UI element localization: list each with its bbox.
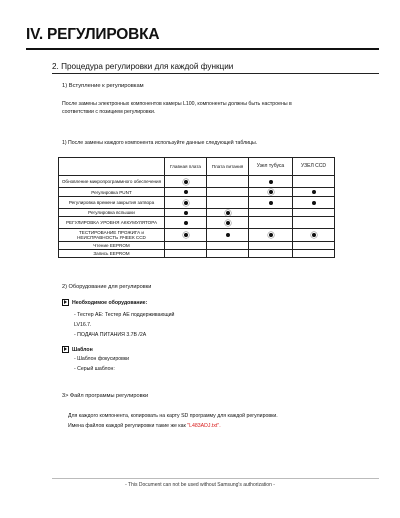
footer-divider bbox=[52, 478, 379, 479]
intro-heading: 1) Вступление к регулировкам bbox=[62, 83, 144, 89]
equipment-item-2: - ПОДАЧА ПИТАНИЯ 3.7В /2А bbox=[74, 332, 147, 338]
header-cell-lens-unit: Узел тубуса bbox=[249, 158, 293, 176]
row-label: Обновление микропрограммного обеспечения bbox=[59, 176, 165, 188]
table-row bbox=[59, 197, 335, 209]
table-cell bbox=[249, 229, 293, 242]
row-label: ТЕСТИРОВАНИЕ ПРОЖИГА и НЕИСПРАВНОСТЬ ЯЧЕЕК CCD bbox=[59, 229, 165, 242]
bullet-mark-icon bbox=[184, 211, 188, 215]
bullet-mark-icon bbox=[269, 201, 273, 205]
header-cell-ccd-unit: УЗЕЛ CCD bbox=[293, 158, 335, 176]
table-cell bbox=[207, 197, 249, 209]
bullet-mark-icon bbox=[226, 211, 230, 215]
table-cell bbox=[207, 250, 249, 258]
table-cell bbox=[165, 176, 207, 188]
table-cell bbox=[207, 217, 249, 229]
table-row bbox=[59, 217, 335, 229]
bullet-mark-icon bbox=[312, 233, 316, 237]
page-title: IV. РЕГУЛИРОВКА bbox=[26, 26, 160, 43]
footer-notice: - This Document can not be used without Samsung's authorization - bbox=[125, 482, 275, 488]
bullet-mark-icon bbox=[184, 190, 188, 194]
table-cell bbox=[165, 188, 207, 197]
program-line-1: Для каждого компонента, копировать на карту SD программу для каждой регулировки. bbox=[68, 413, 278, 419]
table-cell bbox=[293, 197, 335, 209]
bullet-mark-icon bbox=[269, 180, 273, 184]
table-cell bbox=[207, 188, 249, 197]
table-row bbox=[59, 176, 335, 188]
table-cell bbox=[249, 209, 293, 217]
intro-text-line-1: После замены электронных компонентов камеры L100, компоненты должны быть настроены в bbox=[62, 101, 292, 107]
template-item-1: - Шаблон фокусировки bbox=[74, 356, 130, 362]
triangle-bullet-icon bbox=[62, 346, 69, 353]
program-line-2 bbox=[68, 423, 221, 431]
row-label: Регулировка вспышки bbox=[59, 209, 165, 217]
table-cell bbox=[207, 229, 249, 242]
table-cell bbox=[249, 250, 293, 258]
table-row bbox=[59, 229, 335, 242]
bullet-mark-icon bbox=[226, 221, 230, 225]
row-label: Запись EEPROM bbox=[59, 250, 165, 258]
table-cell bbox=[293, 209, 335, 217]
table-cell bbox=[165, 229, 207, 242]
bullet-mark-icon bbox=[226, 233, 230, 237]
table-cell bbox=[249, 176, 293, 188]
row-label: Регулировка PUNT bbox=[59, 188, 165, 197]
table-cell bbox=[293, 176, 335, 188]
program-filename: "L483ADJ.txt". bbox=[187, 423, 221, 429]
equipment-item-1: - Тестер AE: Тестер AE поддерживающий bbox=[74, 312, 175, 318]
template-item-2: - Серый шаблон: bbox=[74, 366, 115, 372]
table-cell bbox=[293, 188, 335, 197]
table-cell bbox=[207, 242, 249, 250]
table-row bbox=[59, 188, 335, 197]
table-cell bbox=[249, 217, 293, 229]
table-cell bbox=[165, 250, 207, 258]
section-underline bbox=[52, 73, 379, 74]
header-cell-main-board: Главная плата bbox=[165, 158, 207, 176]
title-underline bbox=[26, 48, 379, 50]
triangle-bullet-icon bbox=[62, 299, 69, 306]
table-cell bbox=[165, 197, 207, 209]
program-line-2-text: Имена файлов каждой регулировки такие же как bbox=[68, 423, 188, 429]
needed-equipment-label: Необходимое оборудование: bbox=[62, 299, 147, 307]
bullet-mark-icon bbox=[312, 201, 316, 205]
header-cell-power-board: Плата питания bbox=[207, 158, 249, 176]
table-cell bbox=[165, 217, 207, 229]
table-cell bbox=[249, 188, 293, 197]
table-intro: 1) После замены каждого компонента используйте данные следующей таблицы. bbox=[62, 140, 258, 146]
bullet-mark-icon bbox=[184, 180, 188, 184]
program-heading: 3> Файл программы регулировки bbox=[62, 393, 149, 399]
table-cell bbox=[165, 209, 207, 217]
table-cell bbox=[293, 242, 335, 250]
row-label: РЕГУЛИРОВКА УРОВНЯ АККУМУЛЯТОРА bbox=[59, 217, 165, 229]
equipment-item-1-continued: LV16.7. bbox=[74, 322, 92, 328]
bullet-mark-icon bbox=[269, 190, 273, 194]
bullet-mark-icon bbox=[312, 190, 316, 194]
table-cell bbox=[249, 197, 293, 209]
table-cell bbox=[293, 217, 335, 229]
section-title: 2. Процедура регулировки для каждой функции bbox=[52, 62, 234, 71]
table-cell bbox=[249, 242, 293, 250]
header-cell-blank bbox=[59, 158, 165, 176]
bullet-mark-icon bbox=[184, 201, 188, 205]
adjustment-table bbox=[58, 157, 335, 258]
table-row bbox=[59, 209, 335, 217]
equipment-heading: 2) Оборудование для регулировки bbox=[62, 284, 152, 290]
template-label: Шаблон bbox=[62, 346, 93, 354]
table-row bbox=[59, 250, 335, 258]
table-cell bbox=[207, 209, 249, 217]
table-cell bbox=[293, 229, 335, 242]
table-cell bbox=[293, 250, 335, 258]
table-row bbox=[59, 242, 335, 250]
row-label: Чтение EEPROM bbox=[59, 242, 165, 250]
table-cell bbox=[165, 242, 207, 250]
intro-text-line-2: соответствии с позицием регулировки. bbox=[62, 109, 156, 115]
bullet-mark-icon bbox=[269, 233, 273, 237]
bullet-mark-icon bbox=[184, 221, 188, 225]
table-cell bbox=[207, 176, 249, 188]
table-header-row bbox=[59, 158, 335, 176]
row-label: Регулировка времени закрытия затвора bbox=[59, 197, 165, 209]
bullet-mark-icon bbox=[184, 233, 188, 237]
